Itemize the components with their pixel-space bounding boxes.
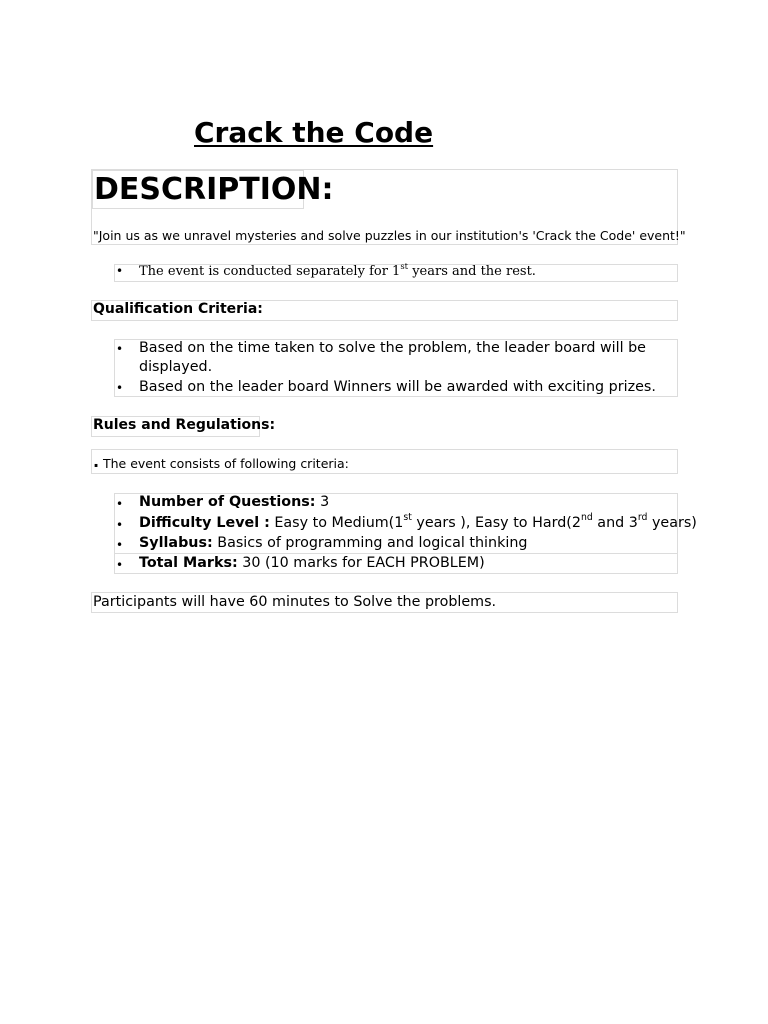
footer-note: Participants will have 60 minutes to Solve the problems. — [93, 594, 497, 610]
event-note: The event is conducted separately for 1st years and the rest. — [139, 260, 536, 279]
bullet-icon: • — [116, 381, 124, 395]
page-title: Crack the Code — [194, 116, 434, 149]
criteria-questions: Number of Questions: 3 — [139, 494, 330, 510]
qualification-heading: Qualification Criteria: — [93, 301, 263, 317]
criteria-marks: Total Marks: 30 (10 marks for EACH PROBLEM) — [139, 555, 485, 571]
criteria-difficulty: Difficulty Level : Easy to Medium(1st years ), Easy to Hard(2nd and 3rd years) — [139, 512, 697, 531]
rules-heading: Rules and Regulations: — [93, 417, 276, 433]
bullet-icon: • — [116, 518, 124, 532]
rules-intro: The event consists of following criteria: — [103, 456, 349, 471]
bullet-icon: • — [116, 342, 124, 356]
rules-dot: . — [93, 452, 100, 471]
qualification-item-1: Based on the time taken to solve the problem, the leader board will be — [139, 340, 646, 356]
bullet-icon: • — [116, 264, 124, 278]
bullet-icon: • — [116, 497, 124, 511]
qualification-item-1-continued: displayed. — [139, 359, 213, 375]
bullet-icon: • — [116, 538, 124, 552]
description-quote: "Join us as we unravel mysteries and solve puzzles in our institution's 'Crack the Code' event!" — [93, 228, 686, 243]
qualification-item-2: Based on the leader board Winners will be awarded with exciting prizes. — [139, 379, 656, 395]
description-heading: DESCRIPTION: — [94, 172, 334, 207]
criteria-syllabus: Syllabus: Basics of programming and logical thinking — [139, 535, 528, 551]
bullet-icon: • — [116, 558, 124, 572]
